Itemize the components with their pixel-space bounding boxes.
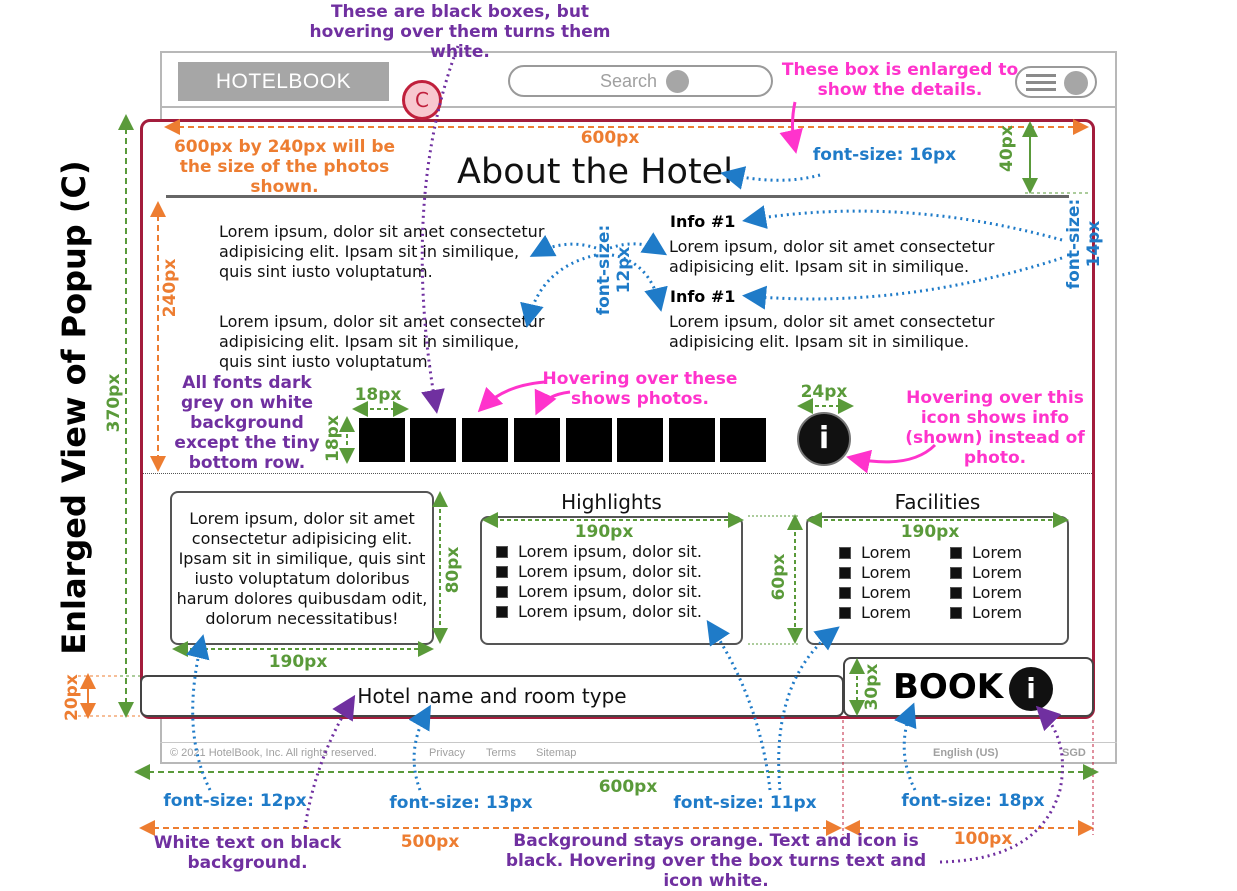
- book-info-icon: i: [1009, 667, 1053, 711]
- list-item: Lorem: [950, 603, 1050, 623]
- note-fs13: font-size: 13px: [389, 793, 533, 813]
- left-paragraph-1: Lorem ipsum, dolor sit amet consectetur adipisicing elit. Ipsam sit in similique, quis sint iusto voluptatum.: [219, 222, 545, 281]
- list-item: Lorem ipsum, dolor sit.: [496, 562, 736, 582]
- note-enlarged: These box is enlarged to show the details.: [781, 60, 1019, 100]
- dim-18-w: 18px: [354, 385, 402, 405]
- dim-190-desc: 190px: [268, 652, 328, 672]
- note-fs11: font-size: 11px: [673, 793, 817, 813]
- list-item: Lorem: [950, 563, 1050, 583]
- side-title: Enlarged View of Popup (C): [55, 160, 93, 655]
- note-fs12-mid: font-size: 12px: [594, 224, 634, 316]
- note-fs18: font-size: 18px: [901, 791, 1045, 811]
- list-item: Lorem: [839, 543, 939, 563]
- dim-600-top: 600px: [580, 128, 640, 148]
- list-item: Lorem ipsum, dolor sit.: [496, 582, 736, 602]
- note-fonts-grey: All fonts dark grey on white background except the tiny bottom row.: [174, 373, 320, 473]
- hotel-room-text: Hotel name and room type: [357, 684, 627, 708]
- popup-title: About the Hotel: [457, 152, 733, 192]
- dim-40: 40px: [997, 125, 1017, 172]
- list-item: Lorem: [839, 563, 939, 583]
- footer-link-terms[interactable]: Terms: [486, 747, 516, 759]
- dim-240: 240px: [160, 258, 180, 318]
- list-item: Lorem: [950, 583, 1050, 603]
- logo-text: HOTELBOOK: [215, 70, 352, 93]
- highlights-title: Highlights: [561, 490, 662, 514]
- dim-190-highlights: 190px: [574, 522, 634, 542]
- note-fs14: font-size: 14px: [1064, 198, 1104, 290]
- description-text: Lorem ipsum, dolor sit amet consectetur adipisicing elit. Ipsam sit in similique, quis sint iusto voluptatum doloribus harum dolores quibusdam odit, dolorum necessitatibus!: [176, 509, 428, 628]
- search-placeholder: Search: [600, 71, 658, 91]
- dim-30: 30px: [862, 663, 882, 711]
- note-hover-photos: Hovering over these shows photos.: [542, 369, 738, 409]
- dim-190-facilities: 190px: [900, 522, 960, 542]
- dim-20: 20px: [62, 674, 82, 721]
- note-black-boxes: These are black boxes, but hovering over them turns them white.: [309, 2, 611, 62]
- list-item: Lorem ipsum, dolor sit.: [496, 602, 736, 622]
- info-heading-1: Info #1: [670, 212, 736, 231]
- note-bg-orange: Background stays orange. Text and icon is black. Hovering over the box turns text and icon white.: [505, 831, 927, 891]
- note-hover-info: Hovering over this icon shows info (shown) instead of photo.: [905, 388, 1085, 468]
- left-paragraph-2: Lorem ipsum, dolor sit amet consectetur adipisicing elit. Ipsam sit in similique, quis sint iusto voluptatum.: [219, 312, 545, 371]
- facilities-title: Facilities: [894, 490, 981, 514]
- info-text-2: Lorem ipsum, dolor sit amet consectetur adipisicing elit. Ipsam sit in similique.: [669, 312, 995, 351]
- note-photo-size: 600px by 240px will be the size of the photos shown.: [173, 137, 396, 197]
- list-item: Lorem: [839, 583, 939, 603]
- note-white-on-black: White text on black background.: [153, 833, 342, 873]
- book-label: BOOK: [893, 667, 1004, 707]
- dim-370: 370px: [104, 373, 124, 433]
- dim-600-bottom: 600px: [598, 777, 658, 797]
- list-item: Lorem ipsum, dolor sit.: [496, 542, 736, 562]
- dim-500: 500px: [400, 832, 460, 852]
- info-heading-2: Info #1: [670, 287, 736, 306]
- footer-currency[interactable]: SGD: [1062, 747, 1086, 759]
- dim-24: 24px: [800, 382, 848, 402]
- info-icon[interactable]: i: [797, 412, 851, 466]
- dim-100: 100px: [953, 829, 1013, 849]
- dim-80: 80px: [443, 546, 463, 594]
- list-item: Lorem: [839, 603, 939, 623]
- dim-18-h: 18px: [323, 415, 343, 462]
- footer-link-privacy[interactable]: Privacy: [429, 747, 466, 759]
- footer-language[interactable]: English (US): [933, 747, 999, 759]
- popup-marker-c: C: [402, 80, 442, 120]
- note-fs12: font-size: 12px: [163, 791, 307, 811]
- list-item: Lorem: [950, 543, 1050, 563]
- dim-60: 60px: [769, 553, 789, 601]
- footer-link-sitemap[interactable]: Sitemap: [536, 747, 577, 759]
- note-fs16: font-size: 16px: [812, 145, 957, 165]
- info-text-1: Lorem ipsum, dolor sit amet consectetur adipisicing elit. Ipsam sit in similique.: [669, 237, 995, 276]
- footer-copyright: © 2021 HotelBook, Inc. All rights reserved.: [170, 747, 377, 759]
